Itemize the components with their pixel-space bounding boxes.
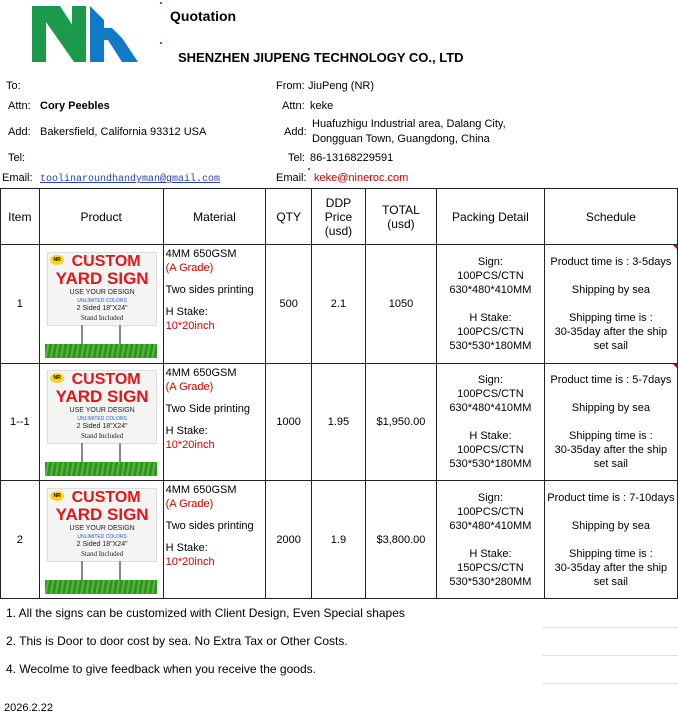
sign-text: USE YOUR DESIGN bbox=[69, 289, 135, 296]
material-grade: (A Grade) bbox=[165, 498, 214, 510]
grass-image bbox=[45, 344, 157, 358]
packing-line: 100PCS/CTN bbox=[457, 270, 524, 282]
sign-badge: NR bbox=[50, 491, 64, 501]
sign-headline: CUSTOM bbox=[71, 253, 141, 270]
material-cell bbox=[163, 364, 266, 481]
total-header-line: TOTAL bbox=[382, 202, 420, 217]
sign-text: UNLIMITED COLORS bbox=[77, 533, 127, 540]
stake-label: H Stake: bbox=[165, 542, 208, 554]
packing-cell bbox=[437, 364, 545, 481]
item-cell: 1 bbox=[1, 245, 40, 364]
material-spec: 4MM 650GSM bbox=[165, 248, 237, 260]
yard-sign-image bbox=[45, 486, 157, 594]
sign-text: 2 Sided 18"X24" bbox=[76, 305, 128, 312]
sign-text: 2 Sided 18"X24" bbox=[76, 540, 128, 548]
qty-cell: 2000 bbox=[266, 481, 312, 599]
stake-size: 10*20inch bbox=[165, 439, 215, 451]
stake-label: H Stake: bbox=[165, 425, 208, 437]
material-spec: 4MM 650GSM bbox=[165, 484, 237, 496]
company-logo bbox=[30, 4, 140, 64]
total-cell: $1,950.00 bbox=[365, 364, 436, 481]
sign-text: 2 Sided 18"X24" bbox=[76, 423, 128, 430]
packing-line: H Stake: bbox=[469, 547, 512, 560]
packing-line: 530*530*280MM bbox=[449, 575, 532, 588]
from-address-label: Add: bbox=[284, 126, 307, 138]
schedule-line: Shipping time is : bbox=[569, 312, 653, 324]
customer-email-link[interactable]: toolinaroundhandyman@gmail.com bbox=[40, 174, 221, 185]
supplier-contact: keke bbox=[310, 100, 334, 112]
packing-cell bbox=[437, 245, 545, 364]
schedule-line: set sail bbox=[593, 458, 629, 470]
sign-headline: CUSTOM bbox=[71, 371, 141, 388]
sign-text: UNLIMITED COLORS bbox=[77, 298, 127, 304]
sign-text: Stand Included bbox=[81, 549, 124, 558]
from-email-label: Email: bbox=[276, 172, 307, 184]
stake-size: 10*20inch bbox=[165, 556, 215, 568]
table-row bbox=[1, 364, 678, 481]
total-header-line: (usd) bbox=[387, 216, 415, 231]
sign-stake bbox=[119, 561, 121, 581]
col-header-packing: Packing Detail bbox=[437, 189, 545, 245]
comment-marker bbox=[673, 364, 677, 368]
sign-text: UNLIMITED COLORS bbox=[77, 416, 127, 422]
document-title: Quotation bbox=[170, 8, 237, 24]
schedule-line: set sail bbox=[593, 575, 629, 588]
material-grade: (A Grade) bbox=[165, 262, 214, 274]
packing-line: 100PCS/CTN bbox=[457, 388, 524, 400]
printing-spec: Two sides printing bbox=[165, 284, 254, 296]
note-3: 4. Wecolme to give feedback when you receive the goods. bbox=[6, 662, 316, 676]
sign-stake bbox=[119, 443, 121, 463]
email-label: Email: bbox=[2, 172, 33, 184]
packing-line: H Stake: bbox=[469, 430, 512, 442]
packing-line: Sign: bbox=[477, 374, 503, 386]
from-label: From: bbox=[276, 80, 305, 92]
sign-badge: NR bbox=[50, 255, 64, 265]
supplier-email[interactable]: keke@nineroc.com bbox=[314, 172, 409, 184]
col-header-price bbox=[312, 189, 366, 245]
sign-stake bbox=[81, 561, 83, 581]
attn-label: Attn: bbox=[8, 100, 31, 112]
table-row bbox=[1, 481, 678, 599]
material-grade: (A Grade) bbox=[165, 381, 214, 393]
packing-line: Sign: bbox=[477, 491, 503, 504]
sign-text: USE YOUR DESIGN bbox=[69, 524, 135, 532]
sign-stake bbox=[81, 443, 83, 463]
product-cell bbox=[39, 245, 163, 364]
quotation-table bbox=[0, 188, 678, 599]
corner-mark bbox=[308, 168, 310, 170]
col-header-total bbox=[365, 189, 436, 245]
schedule-line: Product time is : 5-7days bbox=[550, 374, 672, 386]
sign-text: Stand Included bbox=[81, 314, 124, 322]
col-header-qty: QTY bbox=[266, 189, 312, 245]
total-cell: 1050 bbox=[365, 245, 436, 364]
divider bbox=[542, 627, 678, 628]
schedule-line: 30-35day after the ship bbox=[554, 444, 668, 456]
to-label: To: bbox=[6, 80, 21, 92]
schedule-line: Shipping by sea bbox=[571, 519, 651, 532]
packing-line: 630*480*410MM bbox=[449, 402, 532, 414]
note-2: 2. This is Door to door cost by sea. No Extra Tax or Other Costs. bbox=[6, 634, 348, 648]
packing-line: H Stake: bbox=[469, 312, 512, 324]
col-header-item: Item bbox=[1, 189, 40, 245]
supplier-address-line1: Huafuzhigu Industrial area, Dalang City, bbox=[312, 118, 506, 130]
sign-stake bbox=[119, 325, 121, 345]
sign-board bbox=[47, 488, 157, 562]
packing-line: 630*480*410MM bbox=[449, 519, 532, 532]
divider bbox=[542, 683, 678, 684]
company-name: SHENZHEN JIUPENG TECHNOLOGY CO., LTD bbox=[178, 50, 464, 65]
packing-line: 530*530*180MM bbox=[449, 340, 532, 352]
material-spec: 4MM 650GSM bbox=[165, 367, 237, 379]
stake-label: H Stake: bbox=[165, 306, 208, 318]
sign-text: Stand Included bbox=[81, 432, 124, 440]
packing-line: 100PCS/CTN bbox=[457, 326, 524, 338]
col-header-schedule: Schedule bbox=[544, 189, 677, 245]
price-cell: 1.95 bbox=[312, 364, 366, 481]
divider bbox=[542, 655, 678, 656]
packing-line: 630*480*410MM bbox=[449, 284, 532, 296]
tel-label: Tel: bbox=[8, 152, 26, 164]
supplier-phone: 86-13168229591 bbox=[310, 152, 394, 164]
packing-line: 530*530*180MM bbox=[449, 458, 532, 470]
sign-text: USE YOUR DESIGN bbox=[69, 407, 135, 414]
qty-cell: 1000 bbox=[266, 364, 312, 481]
price-cell: 2.1 bbox=[312, 245, 366, 364]
schedule-line: Product time is : 7-10days bbox=[547, 491, 675, 504]
schedule-line: Shipping by sea bbox=[571, 284, 651, 296]
sign-badge: NR bbox=[50, 373, 64, 383]
schedule-line: set sail bbox=[593, 340, 629, 352]
yard-sign-image bbox=[45, 368, 157, 476]
corner-mark bbox=[160, 42, 162, 44]
from-tel-label: Tel: bbox=[288, 152, 306, 164]
schedule-line: Shipping time is : bbox=[569, 430, 653, 442]
from-attn-label: Attn: bbox=[282, 100, 305, 112]
price-cell: 1.9 bbox=[312, 481, 366, 599]
product-cell bbox=[39, 364, 163, 481]
packing-line: 100PCS/CTN bbox=[457, 444, 524, 456]
schedule-line: 30-35day after the ship bbox=[554, 326, 668, 338]
schedule-cell bbox=[544, 245, 677, 364]
note-1: 1. All the signs can be customized with Client Design, Even Special shapes bbox=[6, 606, 405, 620]
sign-board bbox=[47, 370, 157, 444]
price-header-line: Price bbox=[324, 209, 353, 224]
address-label: Add: bbox=[8, 126, 31, 138]
schedule-line: Shipping by sea bbox=[571, 402, 651, 414]
stake-size: 10*20inch bbox=[165, 320, 215, 332]
packing-cell bbox=[437, 481, 545, 599]
supplier-name: JiuPeng (NR) bbox=[308, 80, 375, 92]
sign-stake bbox=[81, 325, 83, 345]
col-header-material: Material bbox=[163, 189, 266, 245]
packing-line: 100PCS/CTN bbox=[457, 505, 524, 518]
product-cell bbox=[39, 481, 163, 599]
sign-headline: YARD SIGN bbox=[55, 504, 149, 524]
item-cell: 1--1 bbox=[1, 364, 40, 481]
price-header-line: (usd) bbox=[324, 223, 353, 238]
sign-headline: CUSTOM bbox=[71, 488, 141, 506]
schedule-line: 30-35day after the ship bbox=[554, 561, 668, 574]
customer-name: Cory Peebles bbox=[40, 100, 110, 112]
material-cell bbox=[163, 481, 266, 599]
item-cell: 2 bbox=[1, 481, 40, 599]
grass-image bbox=[45, 462, 157, 476]
sign-headline: YARD SIGN bbox=[55, 387, 149, 406]
supplier-address-line2: Dongguan Town, Guangdong, China bbox=[312, 133, 490, 145]
material-cell bbox=[163, 245, 266, 364]
packing-line: Sign: bbox=[477, 256, 503, 268]
customer-address: Bakersfield, California 93312 USA bbox=[40, 126, 207, 138]
schedule-line: Product time is : 3-5days bbox=[550, 256, 672, 268]
schedule-cell bbox=[544, 364, 677, 481]
table-row bbox=[1, 245, 678, 364]
total-cell: $3,800.00 bbox=[365, 481, 436, 599]
sign-board bbox=[47, 252, 157, 326]
document-date: 2026.2.22 bbox=[4, 702, 53, 714]
price-header-line: DDP bbox=[325, 195, 352, 210]
comment-marker bbox=[673, 245, 677, 249]
printing-spec: Two Side printing bbox=[165, 403, 251, 415]
table-header-row bbox=[1, 189, 678, 245]
packing-line: 150PCS/CTN bbox=[457, 561, 524, 574]
sign-headline: YARD SIGN bbox=[55, 269, 149, 288]
schedule-line: Shipping time is : bbox=[569, 547, 653, 560]
grass-image bbox=[45, 580, 157, 594]
qty-cell: 500 bbox=[266, 245, 312, 364]
yard-sign-image bbox=[45, 250, 157, 358]
schedule-cell bbox=[544, 481, 677, 599]
corner-mark bbox=[160, 2, 162, 4]
col-header-product: Product bbox=[39, 189, 163, 245]
printing-spec: Two sides printing bbox=[165, 520, 254, 532]
